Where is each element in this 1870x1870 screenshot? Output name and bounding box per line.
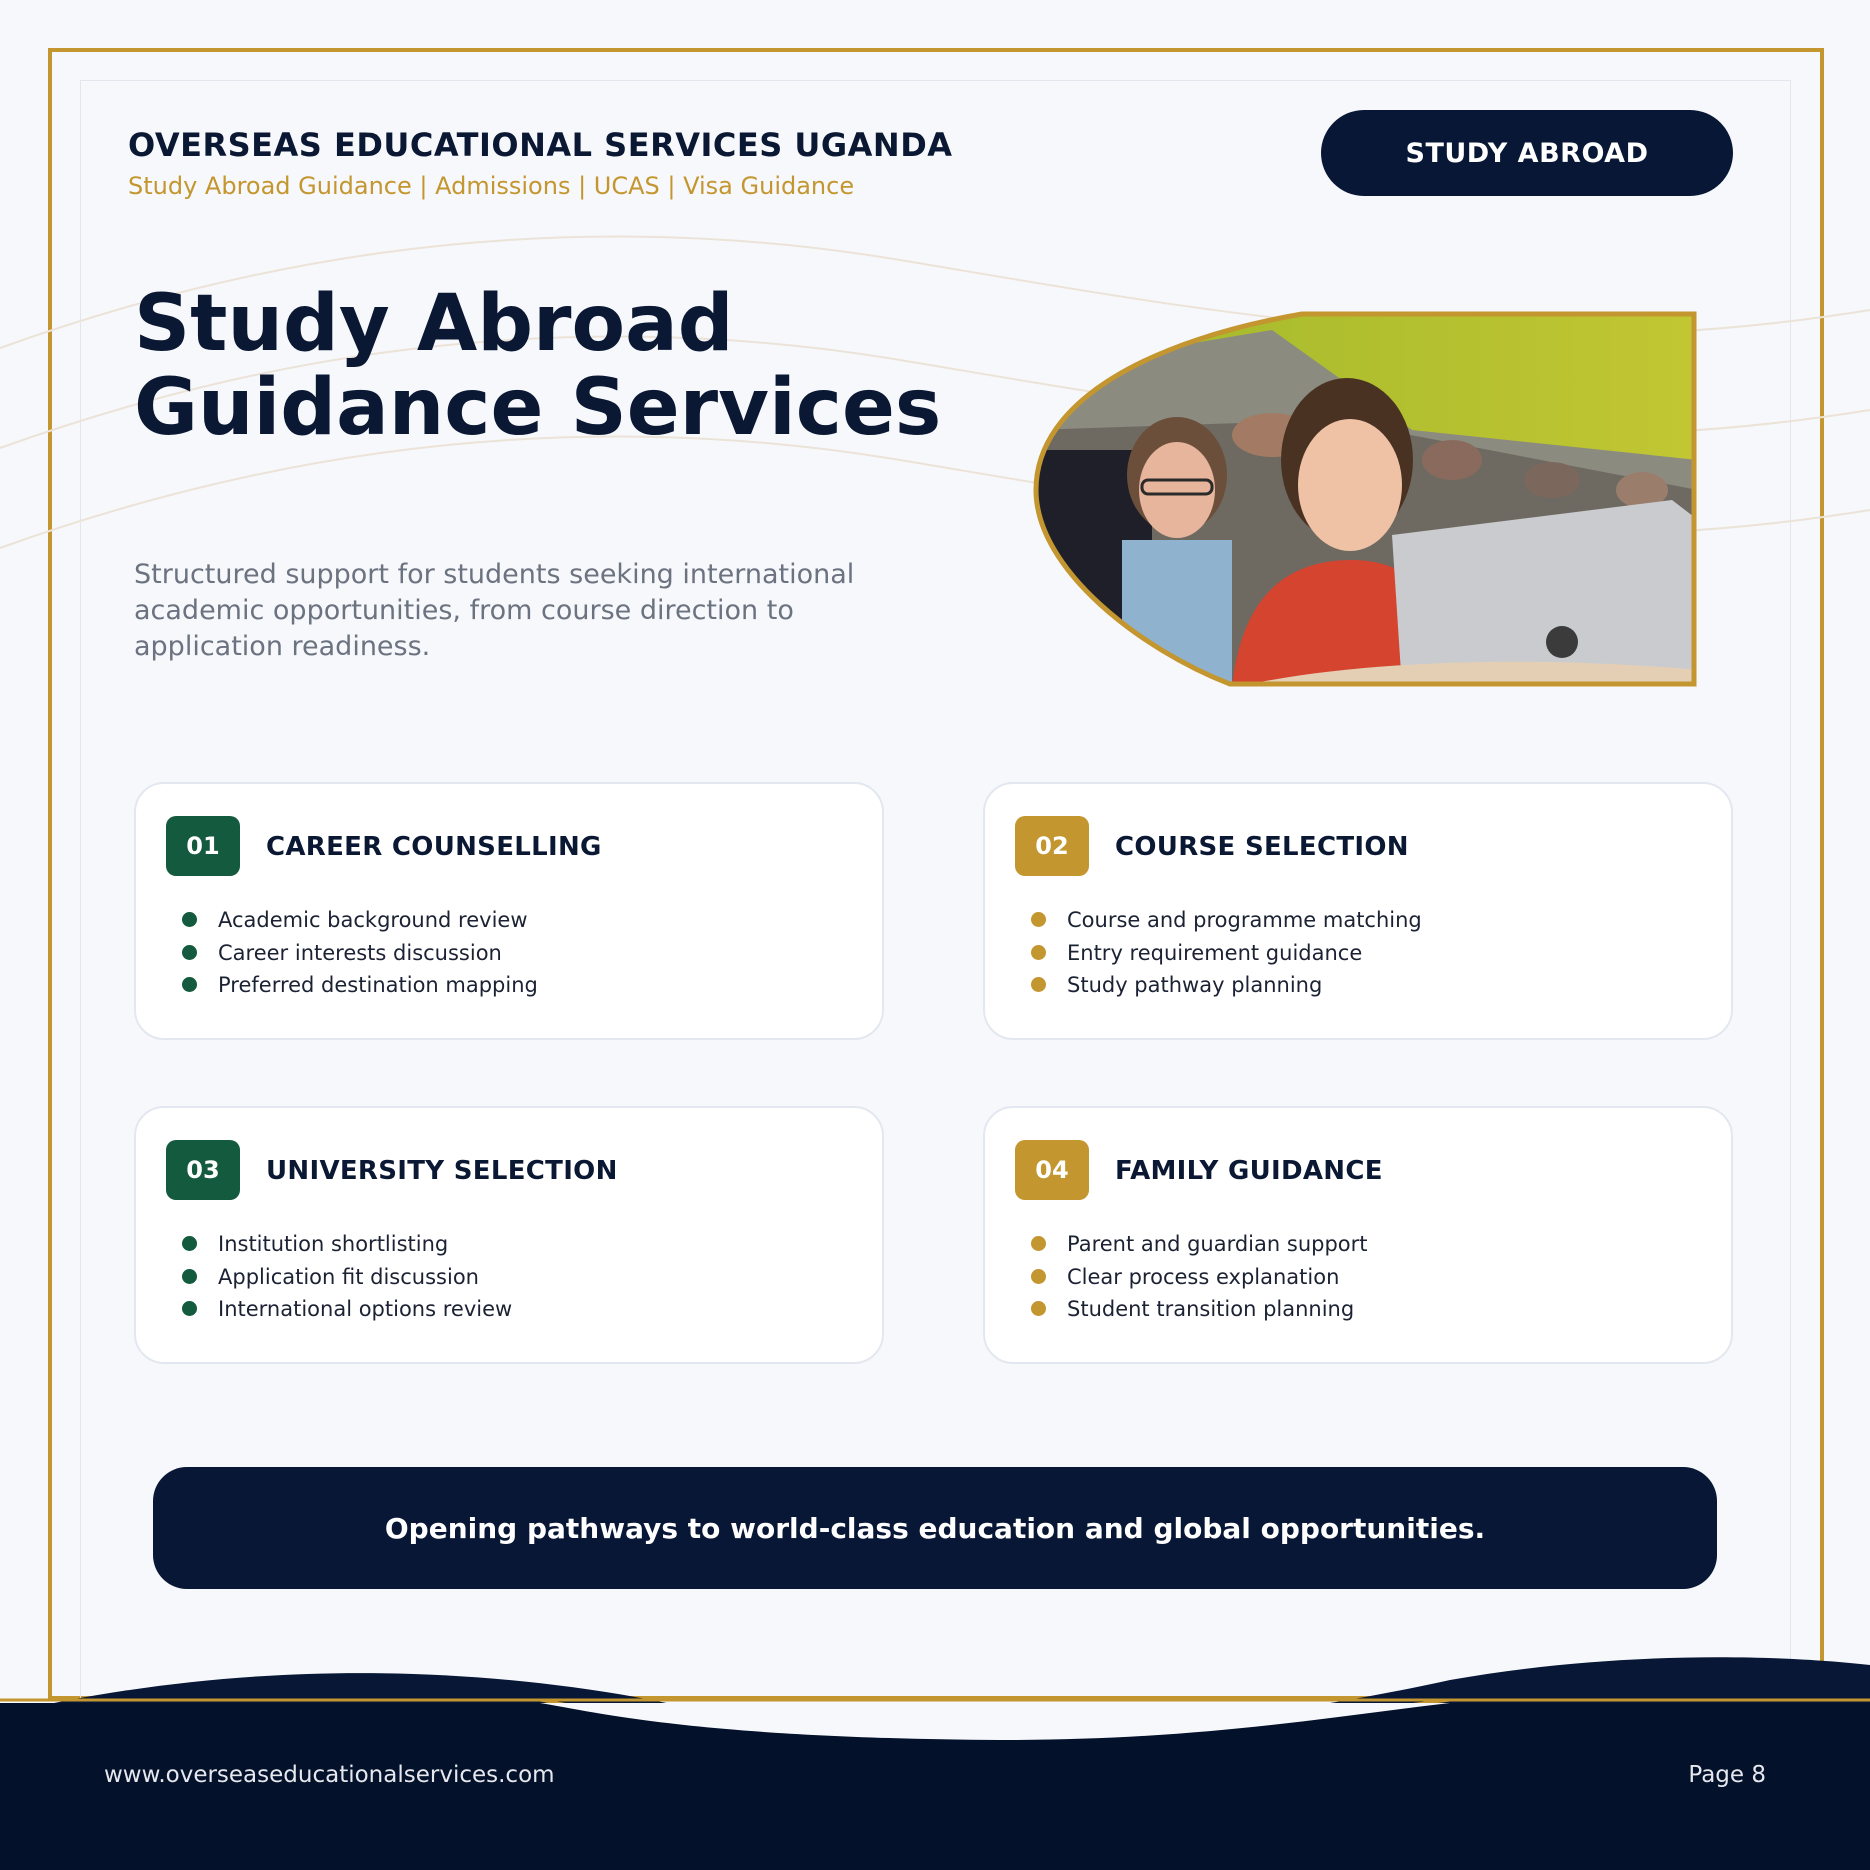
card-item-list (1031, 904, 1422, 1002)
students-lecture-photo (1032, 310, 1698, 688)
service-card-family-guidance (983, 1106, 1733, 1364)
hero-title (134, 279, 942, 453)
bullet-dot-icon (182, 1236, 197, 1251)
organization-tagline: Study Abroad Guidance | Admissions | UCAS | Visa Guidance (128, 172, 855, 200)
list-item: Institution shortlisting (182, 1228, 512, 1261)
tagline-banner: Opening pathways to world-class education and global opportunities. (153, 1467, 1717, 1589)
service-card-course-selection (983, 782, 1733, 1040)
bullet-dot-icon (1031, 1236, 1046, 1251)
list-item: Parent and guardian support (1031, 1228, 1368, 1261)
bullet-dot-icon (1031, 1269, 1046, 1284)
card-number-badge: 03 (166, 1140, 240, 1200)
card-title: CAREER COUNSELLING (266, 832, 602, 862)
card-item-list (1031, 1228, 1368, 1326)
card-item-list (182, 904, 538, 1002)
bullet-dot-icon (182, 977, 197, 992)
bullet-dot-icon (182, 1269, 197, 1284)
list-item: Preferred destination mapping (182, 969, 538, 1002)
card-title: FAMILY GUIDANCE (1115, 1156, 1383, 1186)
hero-description: Structured support for students seeking international academic opportunities, from course direction to application readiness. (134, 559, 855, 662)
bullet-dot-icon (182, 945, 197, 960)
list-item: Study pathway planning (1031, 969, 1422, 1002)
card-number-badge: 04 (1015, 1140, 1089, 1200)
bullet-dot-icon (1031, 945, 1046, 960)
service-card-career-counselling (134, 782, 884, 1040)
website-url[interactable]: www.overseaseducationalservices.com (104, 1762, 555, 1788)
page-number: Page 8 (1688, 1762, 1766, 1788)
list-item: International options review (182, 1293, 512, 1326)
card-title: COURSE SELECTION (1115, 832, 1409, 862)
card-item-list (182, 1228, 512, 1326)
card-number-badge: 01 (166, 816, 240, 876)
hero-title-line-2: Guidance Services (134, 363, 942, 453)
bullet-dot-icon (182, 1301, 197, 1316)
list-item: Career interests discussion (182, 937, 538, 970)
organization-name: OVERSEAS EDUCATIONAL SERVICES UGANDA (128, 126, 953, 164)
bullet-dot-icon (182, 912, 197, 927)
list-item: Clear process explanation (1031, 1261, 1368, 1294)
card-title: UNIVERSITY SELECTION (266, 1156, 618, 1186)
service-card-university-selection (134, 1106, 884, 1364)
card-number-badge: 02 (1015, 816, 1089, 876)
bullet-dot-icon (1031, 1301, 1046, 1316)
list-item: Entry requirement guidance (1031, 937, 1422, 970)
study-abroad-badge: STUDY ABROAD (1321, 110, 1733, 196)
list-item: Application fit discussion (182, 1261, 512, 1294)
bullet-dot-icon (1031, 912, 1046, 927)
bullet-dot-icon (1031, 977, 1046, 992)
hero-title-line-1: Study Abroad (134, 279, 734, 369)
list-item: Course and programme matching (1031, 904, 1422, 937)
list-item: Student transition planning (1031, 1293, 1368, 1326)
list-item: Academic background review (182, 904, 538, 937)
